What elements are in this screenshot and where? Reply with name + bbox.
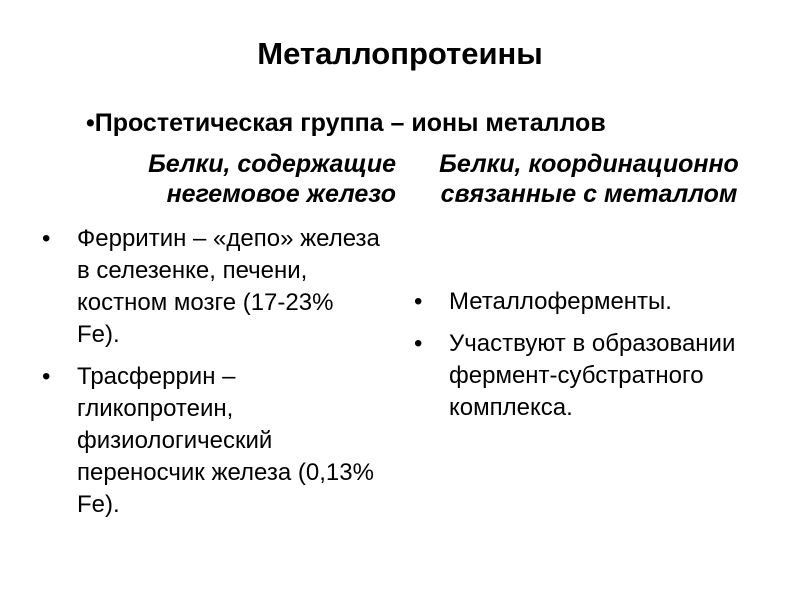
left-column-heading: Белки, содержащие негемовое железо — [148, 150, 396, 208]
list-item-text: Трасферрин – гликопротеин, физиологический переносчик железа (0,13% Fe). — [77, 363, 374, 518]
bullet-icon: • — [414, 288, 423, 315]
left-column-list — [40, 223, 380, 531]
right-column-list — [412, 286, 752, 434]
slide-subtitle: •Простетическая группа – ионы металлов — [86, 109, 606, 137]
slide-title: Металлопротеины — [257, 36, 543, 71]
list-item — [40, 223, 380, 351]
list-item-text: Ферритин – «депо» железа в селезенке, печени, костном мозге (17-23% Fe). — [77, 225, 380, 348]
bullet-icon: • — [42, 225, 51, 252]
list-item — [40, 361, 380, 521]
list-item-text: Участвуют в образовании фермент-субстратного комплекса. — [449, 330, 736, 421]
bullet-icon: • — [42, 363, 51, 390]
right-column-heading: Белки, координационно связанные с металлом — [439, 150, 739, 208]
list-item-text: Металлоферменты. — [449, 288, 672, 315]
bullet-icon: • — [414, 330, 423, 357]
list-item — [412, 328, 752, 424]
list-item — [412, 286, 752, 318]
